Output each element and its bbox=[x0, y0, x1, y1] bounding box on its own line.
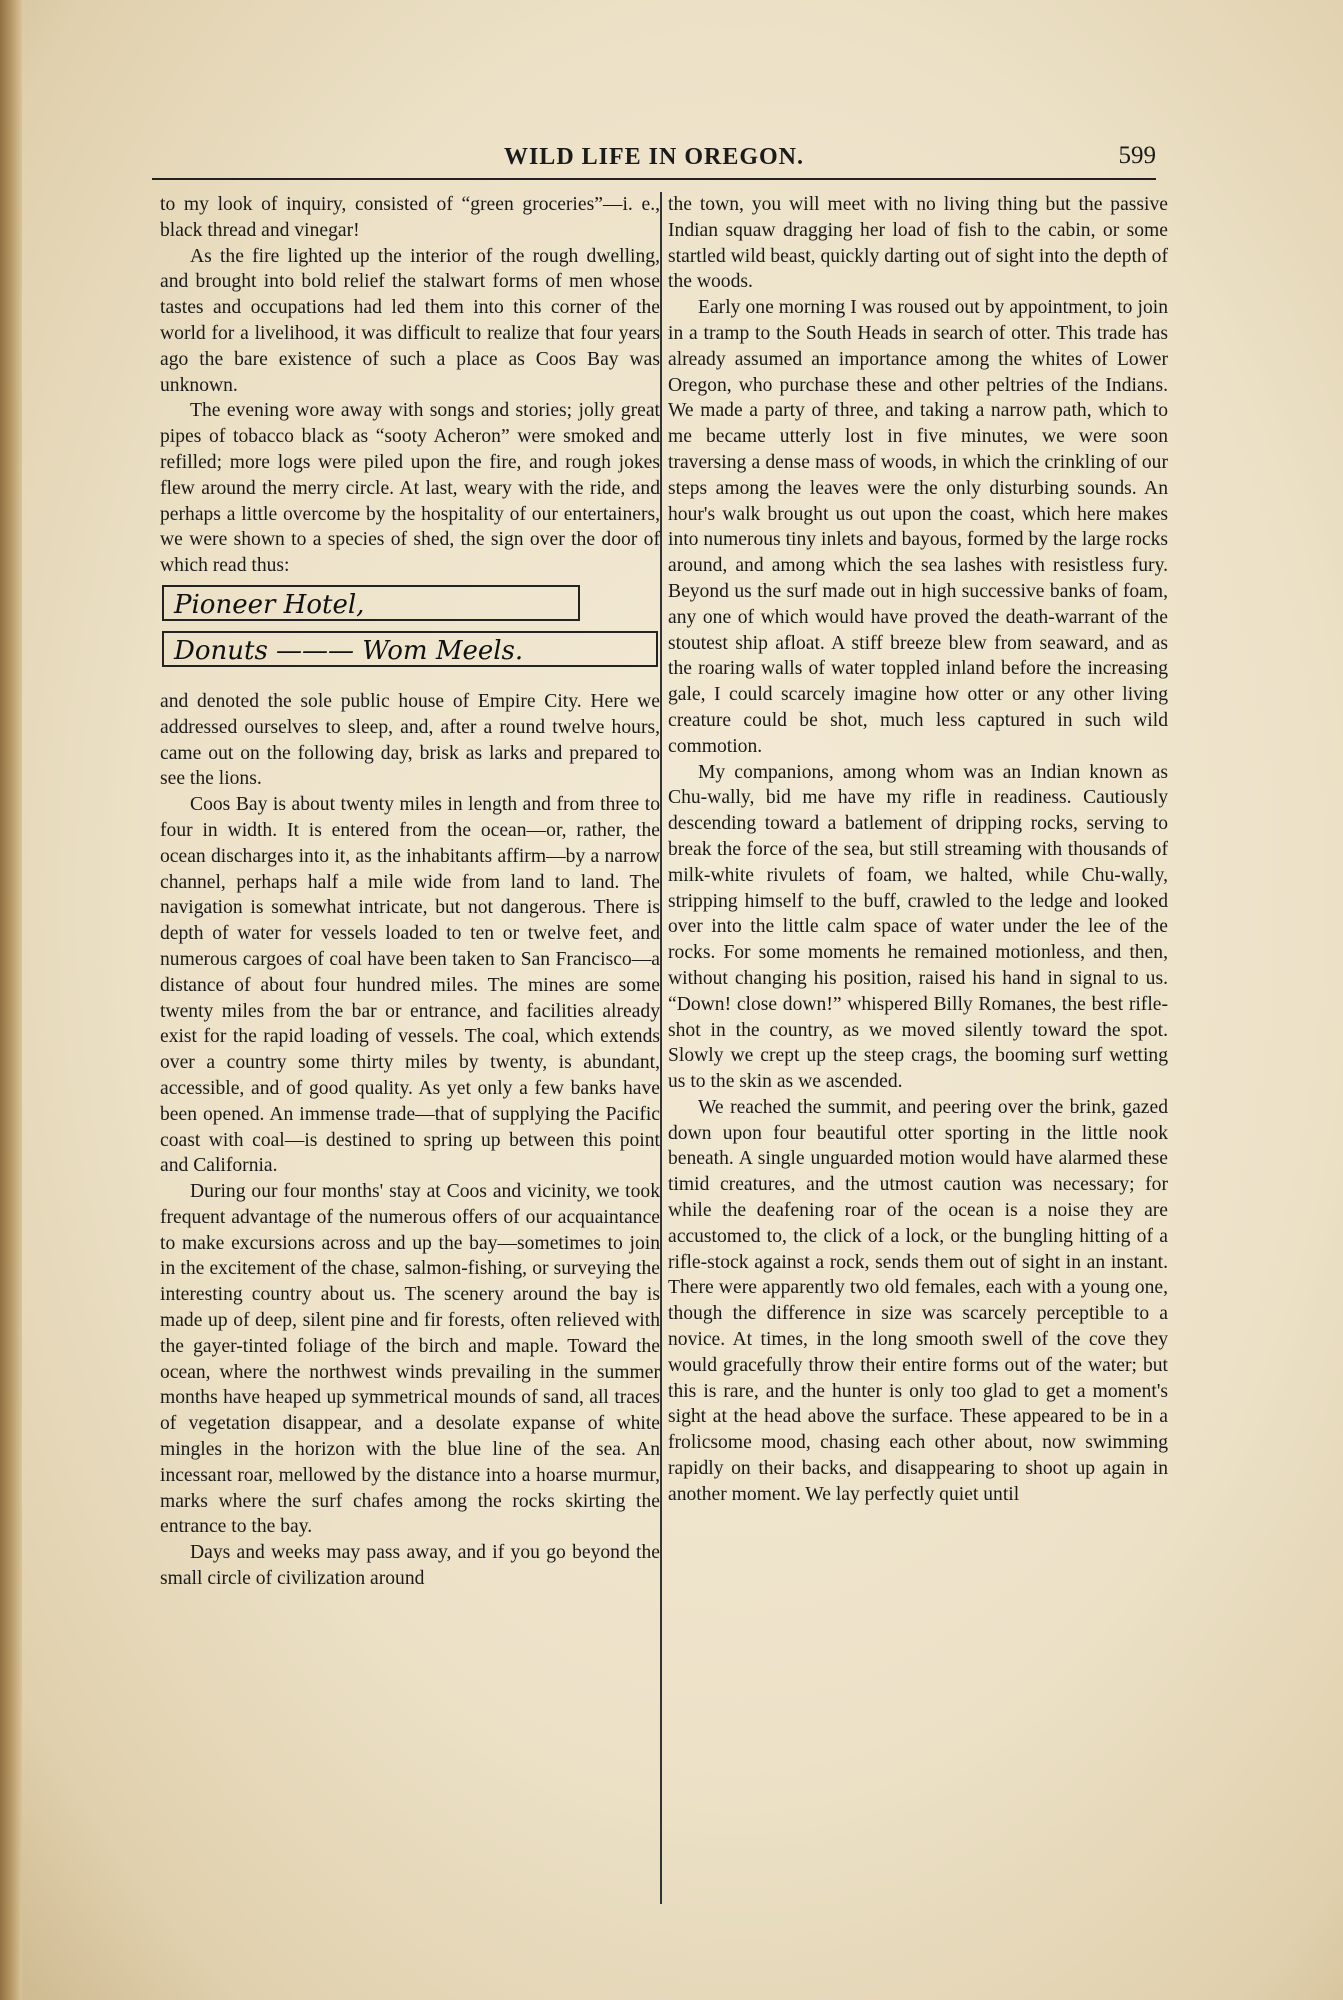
paragraph: During our four months' stay at Coos and vicinity, we took frequent advantage of the numerous offers of our acquaintance to make excursions across and up the bay—sometimes to join in the excitement of the chase, salmon-fishing, or surveying the interesting country about us. The scenery around the bay is made up of deep, silent pine and fir forests, often relieved with the gayer-tinted foliage of the birch and maple. Toward the ocean, where the northwest winds prevailing in the summer months have heaped up symmetrical mounds of sand, all traces of vegetation disappear, and a desolate expanse of white mingles in the horizon with the blue line of the sea. An incessant roar, mellowed by the distance into a hoarse murmur, marks where the surf chafes among the rocks skirting the entrance to the bay. bbox=[160, 1181, 660, 1538]
sign-line-2: Donuts ——— Wom Meels. bbox=[162, 631, 658, 667]
paragraph: As the fire lighted up the interior of the rough dwelling, and brought into bold relief the stalwart forms of men whose tastes and occupations had led them into this corner of the world for a livelihood, it was difficult to realize that four years ago the bare existence of such a place as Coos Bay was unknown. bbox=[160, 245, 660, 396]
paragraph: We reached the summit, and peering over the brink, gazed down upon four beautiful otter sporting in the little nook beneath. A single unguarded motion would have alarmed these timid creatures, and the utmost caution was necessary; for while the deafening roar of the ocean is a noise they are accustomed to, the click of a lock, or the bungling hitting of a rifle-stock against a rock, sends them out of sight in an instant. There were apparently two old females, each with a young one, though the difference in size was scarcely perceptible to a novice. At times, in the long smooth swell of the cove they would gracefully throw their entire forms out of the water; but this is rare, and the hunter is only too glad to get a moment's sight at the head above the surface. These appeared to be in a frolicsome mood, chasing each other about, now swimming rapidly on their backs, and disappearing to shoot up again in another moment. We lay perfectly quiet until bbox=[668, 1096, 1168, 1505]
right-column bbox=[668, 192, 1168, 1508]
running-title: WILD LIFE IN OREGON. bbox=[503, 144, 805, 170]
paragraph: to my look of inquiry, consisted of “green groceries”—i. e., black thread and vinegar! bbox=[160, 194, 660, 241]
paragraph: the town, you will meet with no living thing but the passive Indian squaw dragging her load of fish to the cabin, or some startled wild beast, quickly darting out of sight into the depth of the woods. bbox=[668, 194, 1168, 293]
book-spine-edge bbox=[0, 0, 22, 2000]
left-column bbox=[160, 192, 660, 1592]
page-header bbox=[152, 140, 1156, 180]
sign-line-1: Pioneer Hotel, bbox=[162, 585, 580, 621]
paragraph: My companions, among whom was an Indian known as Chu-wally, bid me have my rifle in readiness. Cautiously descending toward a batlement of dripping rocks, serving to break the force of the sea, but still streaming with thousands of milk-white rivulets of foam, we halted, while Chu-wally, stripping himself to the buff, crawled to the ledge and looked over into the little calm space of water under the lee of the rocks. For some moments he remained motionless, and then, without changing his position, raised his hand in signal to us. “Down! close down!” whispered Billy Romanes, the best rifle-shot in the country, as we moved silently toward the spot. Slowly we crept up the steep crags, the booming surf wetting us to the skin as we ascended. bbox=[668, 761, 1168, 1093]
column-divider bbox=[660, 192, 662, 1904]
paragraph: and denoted the sole public house of Empire City. Here we addressed ourselves to sleep, and, after a round twelve hours, came out on the following day, brisk as larks and prepared to see the lions. bbox=[160, 690, 660, 790]
paragraph: The evening wore away with songs and stories; jolly great pipes of tobacco black as “sooty Acheron” were smoked and refilled; more logs were piled upon the fire, and rough jokes flew around the merry circle. At last, weary with the ride, and perhaps a little overcome by the hospitality of our entertainers, we were shown to a species of shed, the sign over the door of which read thus: bbox=[160, 400, 660, 577]
paragraph: Days and weeks may pass away, and if you go beyond the small circle of civilization around bbox=[160, 1542, 660, 1590]
page-number: 599 bbox=[1118, 142, 1156, 169]
paragraph: Coos Bay is about twenty miles in length and from three to four in width. It is entered from the ocean—or, rather, the ocean discharges into it, as the inhabitants affirm—by a narrow channel, perhaps half a mile wide from land to land. The navigation is somewhat intricate, but not dangerous. There is depth of water for vessels loaded to ten or twelve feet, and numerous cargoes of coal have been taken to San Francisco—a distance of about four hundred miles. The mines are some twenty miles from the bar or entrance, and facilities already exist for the rapid loading of vessels. The coal, which extends over a country some thirty miles by twenty, is abundant, accessible, and of good quality. As yet only a few banks have been opened. An immense trade—that of supplying the Pacific coast with coal—is destined to spring up between this point and California. bbox=[160, 794, 660, 1177]
paragraph: Early one morning I was roused out by appointment, to join in a tramp to the South Heads in search of otter. This trade has already assumed an importance among the whites of Lower Oregon, who purchase these and other peltries of the Indians. We made a party of three, and taking a narrow path, which to me became utterly lost in five minutes, we were soon traversing a dense mass of woods, in which the crinkling of our steps among the leaves were the only disturbing sounds. An hour's walk brought us out upon the coast, which here makes into numerous tiny inlets and bayous, formed by the large rocks around, and among which the sea lashes with resistless fury. Beyond us the surf made out in high successive banks of foam, any one of which would have proved the death-warrant of the stoutest ship afloat. A stiff breeze blew from seaward, and as the roaring walls of water toppled inland before the increasing gale, I could scarcely imagine how otter or any other living creature could be shot, much less captured in such wild commotion. bbox=[668, 297, 1168, 757]
hotel-sign-illustration bbox=[160, 585, 660, 681]
